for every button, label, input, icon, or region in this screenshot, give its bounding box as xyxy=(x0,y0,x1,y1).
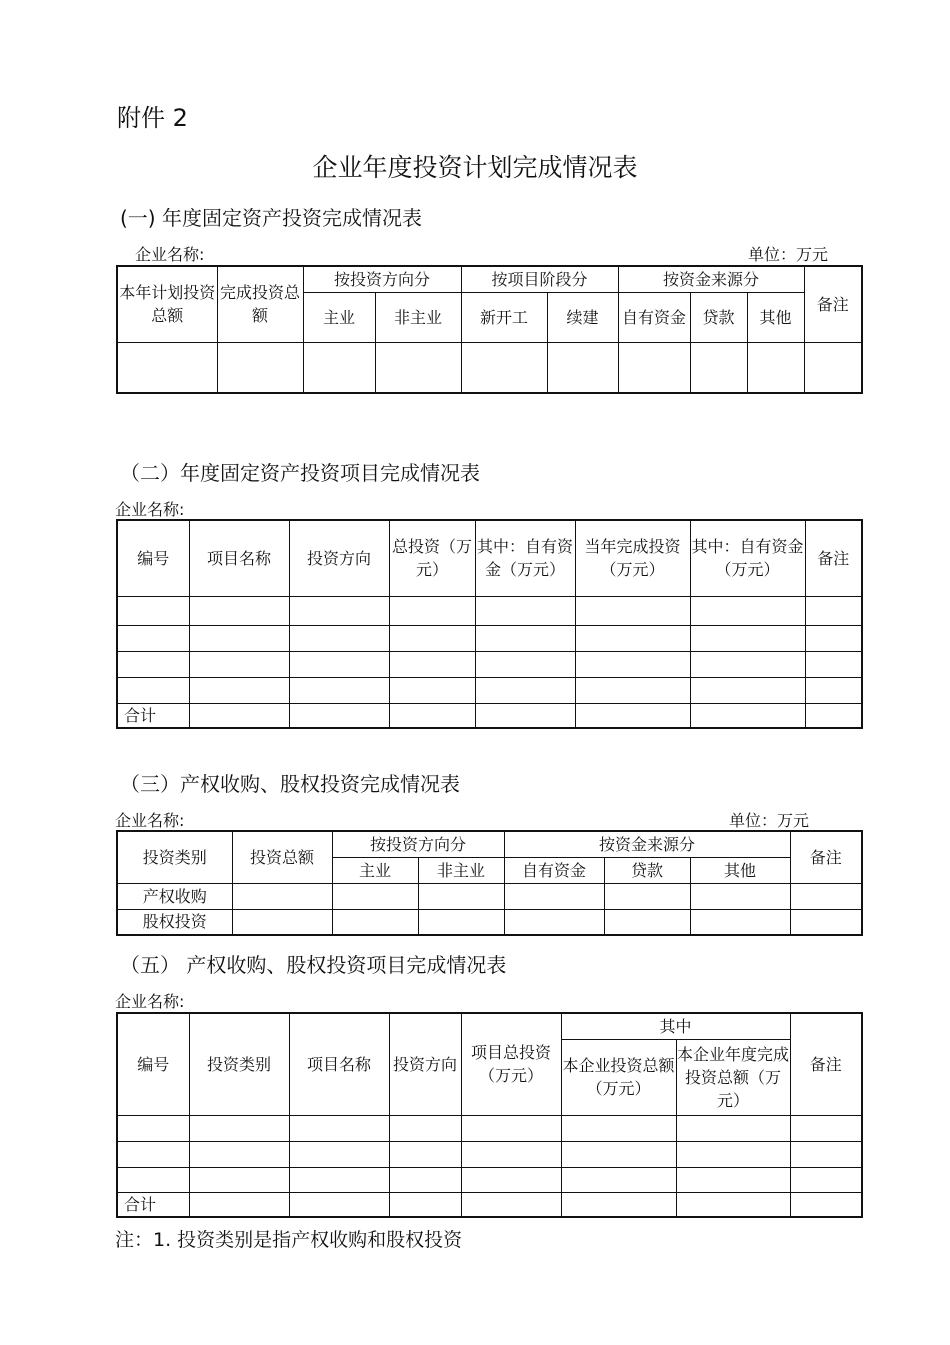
cell[interactable] xyxy=(461,1167,561,1192)
cell[interactable] xyxy=(117,1141,189,1167)
cell[interactable] xyxy=(332,883,418,909)
header-by-source: 按资金来源分 xyxy=(504,831,790,857)
cell[interactable] xyxy=(575,625,690,651)
header-number: 编号 xyxy=(117,520,189,596)
header-investment-type: 投资类别 xyxy=(189,1013,289,1115)
cell[interactable] xyxy=(117,625,189,651)
cell[interactable] xyxy=(389,625,475,651)
header-continued: 续建 xyxy=(547,292,618,342)
section-1-table xyxy=(116,265,863,394)
cell[interactable] xyxy=(475,651,575,677)
cell[interactable] xyxy=(389,1115,461,1141)
cell[interactable] xyxy=(604,883,690,909)
total-row xyxy=(117,1192,862,1217)
section-2-company-label: 企业名称: xyxy=(115,500,185,519)
cell[interactable] xyxy=(790,1192,862,1217)
cell[interactable] xyxy=(289,1141,389,1167)
cell[interactable] xyxy=(189,651,289,677)
cell[interactable] xyxy=(804,342,862,393)
cell[interactable] xyxy=(117,1167,189,1192)
table-row xyxy=(117,1115,862,1141)
header-main-business: 主业 xyxy=(303,292,375,342)
cell[interactable] xyxy=(805,677,862,703)
cell[interactable] xyxy=(805,596,862,625)
cell[interactable] xyxy=(504,883,604,909)
header-remarks: 备注 xyxy=(805,520,862,596)
cell[interactable] xyxy=(461,1192,561,1217)
cell[interactable] xyxy=(790,909,862,935)
total-label: 合计 xyxy=(117,1192,189,1217)
cell[interactable] xyxy=(389,596,475,625)
header-by-direction: 按投资方向分 xyxy=(332,831,504,857)
header-year-own-funds: 其中：自有资金（万元） xyxy=(690,520,805,596)
cell[interactable] xyxy=(389,1192,461,1217)
header-non-main-business: 非主业 xyxy=(375,292,461,342)
cell[interactable] xyxy=(289,596,389,625)
header-by-source: 按资金来源分 xyxy=(618,266,804,292)
cell[interactable] xyxy=(575,677,690,703)
cell[interactable] xyxy=(232,909,332,935)
header-own-funds: 自有资金 xyxy=(504,857,604,883)
header-company-year-completed: 本企业年度完成投资总额（万元） xyxy=(676,1039,790,1115)
header-remarks: 备注 xyxy=(804,266,862,342)
cell[interactable] xyxy=(790,1167,862,1192)
section-1-company-label: 企业名称: xyxy=(135,245,205,264)
header-own-funds: 自有资金 xyxy=(618,292,690,342)
section-5-company-label: 企业名称: xyxy=(115,992,185,1011)
cell[interactable] xyxy=(418,883,504,909)
section-2-table xyxy=(116,519,863,729)
table-row xyxy=(117,625,862,651)
cell[interactable] xyxy=(561,1167,676,1192)
header-company-investment-total: 本企业投资总额（万元） xyxy=(561,1039,676,1115)
cell[interactable] xyxy=(389,703,475,728)
header-other: 其他 xyxy=(690,857,790,883)
cell[interactable] xyxy=(475,625,575,651)
header-non-main-business: 非主业 xyxy=(418,857,504,883)
cell[interactable] xyxy=(289,677,389,703)
header-among-which: 其中 xyxy=(561,1013,790,1039)
header-project-name: 项目名称 xyxy=(289,1013,389,1115)
cell[interactable] xyxy=(790,1141,862,1167)
cell[interactable] xyxy=(289,1167,389,1192)
cell[interactable] xyxy=(332,909,418,935)
section-3-heading: （三）产权收购、股权投资完成情况表 xyxy=(120,772,460,796)
header-total-investment: 总投资（万元） xyxy=(389,520,475,596)
cell[interactable] xyxy=(805,703,862,728)
header-investment-direction: 投资方向 xyxy=(389,1013,461,1115)
cell[interactable] xyxy=(117,677,189,703)
cell[interactable] xyxy=(189,1167,289,1192)
footnote: 注：1. 投资类别是指产权收购和股权投资 xyxy=(115,1229,463,1251)
cell[interactable] xyxy=(289,1115,389,1141)
cell[interactable] xyxy=(389,651,475,677)
header-by-stage: 按项目阶段分 xyxy=(461,266,618,292)
section-5-heading: （五） 产权收购、股权投资项目完成情况表 xyxy=(120,953,507,977)
cell[interactable] xyxy=(618,342,690,393)
cell[interactable] xyxy=(189,596,289,625)
cell[interactable] xyxy=(289,625,389,651)
cell[interactable] xyxy=(189,1141,289,1167)
cell[interactable] xyxy=(189,1192,289,1217)
cell[interactable] xyxy=(790,1115,862,1141)
cell[interactable] xyxy=(805,651,862,677)
cell[interactable] xyxy=(547,342,618,393)
cell[interactable] xyxy=(461,1141,561,1167)
header-investment-total: 投资总额 xyxy=(232,831,332,883)
cell[interactable] xyxy=(117,1115,189,1141)
cell[interactable] xyxy=(389,1167,461,1192)
cell[interactable] xyxy=(676,1141,790,1167)
cell[interactable] xyxy=(289,703,389,728)
header-investment-direction: 投资方向 xyxy=(289,520,389,596)
header-own-funds: 其中：自有资金（万元） xyxy=(475,520,575,596)
header-loans: 贷款 xyxy=(690,292,747,342)
cell[interactable] xyxy=(289,651,389,677)
table-row xyxy=(117,596,862,625)
document-title: 企业年度投资计划完成情况表 xyxy=(312,153,638,182)
cell[interactable] xyxy=(232,883,332,909)
cell[interactable] xyxy=(575,651,690,677)
cell[interactable] xyxy=(561,1141,676,1167)
table-row xyxy=(117,651,862,677)
cell[interactable] xyxy=(217,342,303,393)
cell[interactable] xyxy=(303,342,375,393)
cell[interactable] xyxy=(690,625,805,651)
table-row xyxy=(117,677,862,703)
header-number: 编号 xyxy=(117,1013,189,1115)
section-1-heading: (一) 年度固定资产投资完成情况表 xyxy=(120,206,422,230)
cell[interactable] xyxy=(475,677,575,703)
cell[interactable] xyxy=(189,677,289,703)
header-remarks: 备注 xyxy=(790,831,862,883)
cell[interactable] xyxy=(690,883,790,909)
cell[interactable] xyxy=(690,703,805,728)
section-3-company-label: 企业名称: xyxy=(115,811,185,830)
header-new-start: 新开工 xyxy=(461,292,547,342)
row-label-equity-acquisition: 产权收购 xyxy=(117,883,232,909)
table-row xyxy=(117,1167,862,1192)
total-label: 合计 xyxy=(117,703,189,728)
header-other: 其他 xyxy=(747,292,804,342)
cell[interactable] xyxy=(575,596,690,625)
cell[interactable] xyxy=(790,883,862,909)
cell[interactable] xyxy=(690,342,747,393)
cell[interactable] xyxy=(289,1192,389,1217)
cell[interactable] xyxy=(604,909,690,935)
section-1-unit-label: 单位：万元 xyxy=(748,245,829,264)
cell[interactable] xyxy=(747,342,804,393)
header-project-name: 项目名称 xyxy=(189,520,289,596)
cell[interactable] xyxy=(389,1141,461,1167)
cell[interactable] xyxy=(117,596,189,625)
cell[interactable] xyxy=(690,677,805,703)
section-2-heading: （二）年度固定资产投资项目完成情况表 xyxy=(120,461,480,485)
section-5-table xyxy=(116,1012,863,1218)
table-row xyxy=(117,909,862,935)
header-loans: 贷款 xyxy=(604,857,690,883)
cell[interactable] xyxy=(117,651,189,677)
cell[interactable] xyxy=(676,1115,790,1141)
cell[interactable] xyxy=(676,1167,790,1192)
row-label-equity-investment: 股权投资 xyxy=(117,909,232,935)
cell[interactable] xyxy=(676,1192,790,1217)
cell[interactable] xyxy=(375,342,461,393)
cell[interactable] xyxy=(461,342,547,393)
header-project-total: 项目总投资（万元） xyxy=(461,1013,561,1115)
table-row xyxy=(117,883,862,909)
header-investment-type: 投资类别 xyxy=(117,831,232,883)
cell[interactable] xyxy=(575,703,690,728)
cell[interactable] xyxy=(117,342,217,393)
header-remarks: 备注 xyxy=(790,1013,862,1115)
table-row xyxy=(117,342,862,393)
section-3-unit-label: 单位：万元 xyxy=(729,811,810,830)
header-main-business: 主业 xyxy=(332,857,418,883)
cell[interactable] xyxy=(690,596,805,625)
cell[interactable] xyxy=(475,596,575,625)
header-plan-total: 本年计划投资总额 xyxy=(117,266,217,342)
header-by-direction: 按投资方向分 xyxy=(303,266,461,292)
cell[interactable] xyxy=(389,677,475,703)
cell[interactable] xyxy=(561,1192,676,1217)
table-row xyxy=(117,1141,862,1167)
cell[interactable] xyxy=(189,703,289,728)
cell[interactable] xyxy=(690,651,805,677)
attachment-label: 附件 2 xyxy=(117,104,188,132)
total-row xyxy=(117,703,862,728)
cell[interactable] xyxy=(690,909,790,935)
cell[interactable] xyxy=(189,625,289,651)
cell[interactable] xyxy=(561,1115,676,1141)
cell[interactable] xyxy=(504,909,604,935)
section-3-table xyxy=(116,830,863,936)
header-year-completed: 当年完成投资（万元） xyxy=(575,520,690,596)
cell[interactable] xyxy=(805,625,862,651)
cell[interactable] xyxy=(418,909,504,935)
header-completed-total: 完成投资总额 xyxy=(217,266,303,342)
cell[interactable] xyxy=(475,703,575,728)
cell[interactable] xyxy=(189,1115,289,1141)
cell[interactable] xyxy=(461,1115,561,1141)
